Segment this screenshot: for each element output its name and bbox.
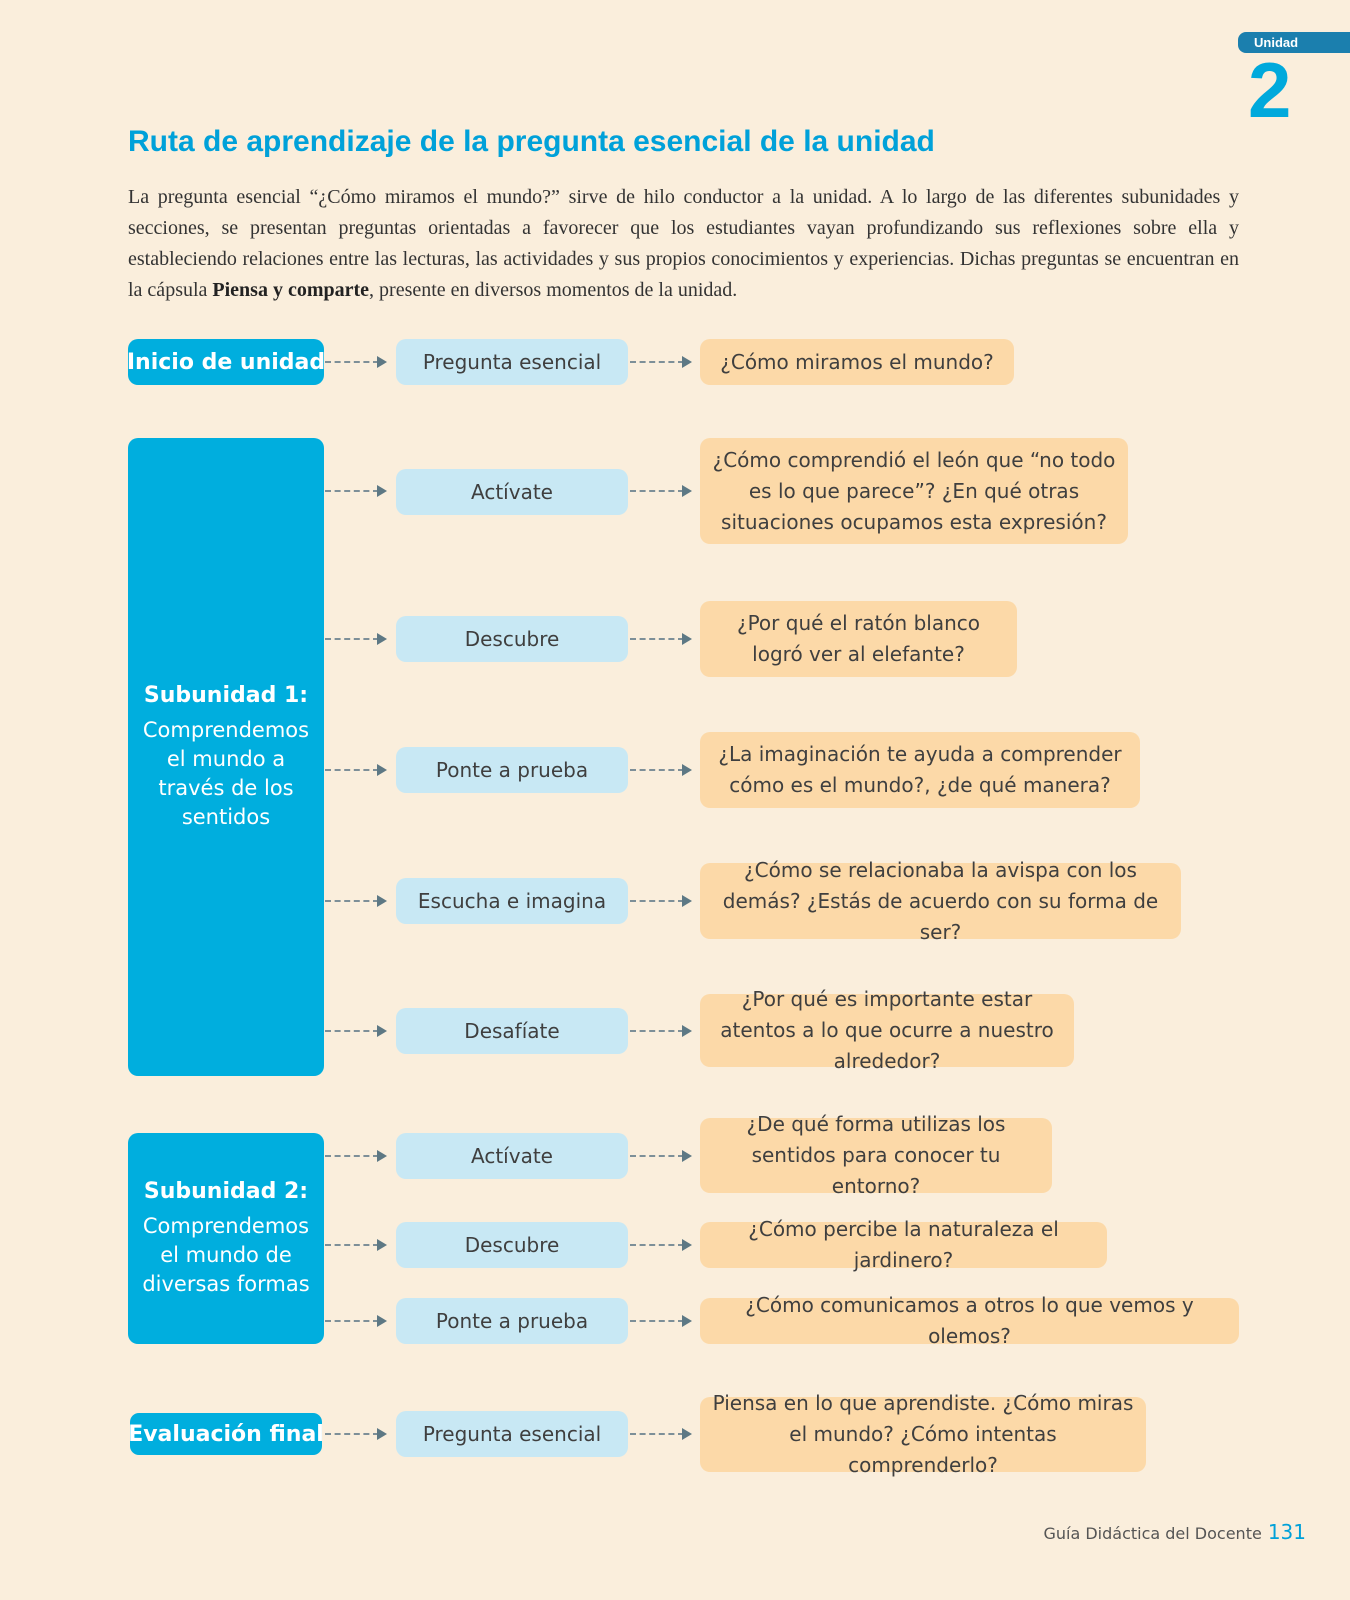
- arrow: [325, 1427, 387, 1441]
- subunidad-2-desc: Comprendemos el mundo de diversas formas: [142, 1213, 310, 1296]
- unit-number: 2: [1248, 46, 1292, 134]
- footer-text: Guía Didáctica del Docente: [1043, 1524, 1262, 1543]
- question-box: ¿Por qué el ratón blanco logró ver al elefante?: [700, 601, 1017, 677]
- arrow: [325, 894, 387, 908]
- section-box: Ponte a prueba: [396, 1298, 628, 1344]
- page-title: Ruta de aprendizaje de la pregunta esencial de la unidad: [128, 125, 935, 158]
- subunidad-1-desc: Comprendemos el mundo a través de los sentidos: [142, 717, 310, 829]
- arrow: [630, 484, 692, 498]
- subunidad-1-title: Subunidad 1:: [143, 682, 309, 708]
- question-box: ¿Cómo comunicamos a otros lo que vemos y olemos?: [700, 1298, 1239, 1344]
- subunidad-2-box: [128, 1133, 324, 1344]
- page-number: 131: [1267, 1520, 1306, 1544]
- section-box: Escucha e imagina: [396, 878, 628, 924]
- section-box: Desafíate: [396, 1008, 628, 1054]
- arrow: [325, 355, 387, 369]
- arrow: [325, 763, 387, 777]
- unit-tab: Unidad: [1238, 32, 1350, 53]
- arrow: [630, 1238, 692, 1252]
- arrow: [325, 632, 387, 646]
- section-box: Descubre: [396, 1222, 628, 1268]
- arrow: [630, 1427, 692, 1441]
- intro-bold: Piensa y comparte: [212, 279, 370, 301]
- inicio-section-box: Pregunta esencial: [396, 339, 628, 385]
- arrow: [325, 1238, 387, 1252]
- arrow: [630, 632, 692, 646]
- question-box: ¿De qué forma utilizas los sentidos para conocer tu entorno?: [700, 1118, 1052, 1193]
- final-label: Evaluación final: [128, 1421, 324, 1447]
- section-box: Actívate: [396, 469, 628, 515]
- question-box: ¿Cómo percibe la naturaleza el jardinero?: [700, 1222, 1107, 1268]
- section-box: Descubre: [396, 616, 628, 662]
- arrow: [325, 484, 387, 498]
- arrow: [630, 1024, 692, 1038]
- intro-text: La pregunta esencial “¿Cómo miramos el mundo?” sirve de hilo conductor a la unidad. A lo largo de las diferentes subunidades y secciones, se presentan preguntas orientadas a favorecer que los estudiantes vayan profundizando sus reflexiones sobre ella y estableciendo relaciones entre las lecturas, las actividades y sus propios conocimientos y experiencias. Dichas preguntas se encuentran en la cápsula: [128, 186, 1239, 301]
- arrow: [630, 1314, 692, 1328]
- question-box: ¿Por qué es importante estar atentos a lo que ocurre a nuestro alrededor?: [700, 994, 1074, 1067]
- inicio-question-box: ¿Cómo miramos el mundo?: [700, 339, 1014, 385]
- section-box: Actívate: [396, 1133, 628, 1179]
- intro-paragraph: [128, 182, 1239, 306]
- question-box: ¿La imaginación te ayuda a comprender cómo es el mundo?, ¿de qué manera?: [700, 732, 1140, 808]
- final-section-box: Pregunta esencial: [396, 1411, 628, 1457]
- arrow: [630, 1149, 692, 1163]
- arrow: [325, 1149, 387, 1163]
- arrow: [325, 1024, 387, 1038]
- arrow: [630, 355, 692, 369]
- final-question-box: Piensa en lo que aprendiste. ¿Cómo miras el mundo? ¿Cómo intentas comprenderlo?: [700, 1397, 1146, 1472]
- evaluacion-final-box: [130, 1413, 322, 1455]
- subunidad-1-box: [128, 438, 324, 1076]
- section-box: Ponte a prueba: [396, 747, 628, 793]
- arrow: [325, 1314, 387, 1328]
- subunidad-2-title: Subunidad 2:: [143, 1178, 309, 1204]
- inicio-de-unidad-box: [128, 339, 324, 385]
- question-box: ¿Cómo comprendió el león que “no todo es lo que parece”? ¿En qué otras situaciones ocupamos esta expresión?: [700, 438, 1128, 544]
- inicio-label: Inicio de unidad: [126, 349, 326, 375]
- arrow: [630, 763, 692, 777]
- footer: [1043, 1520, 1306, 1544]
- question-box: ¿Cómo se relacionaba la avispa con los demás? ¿Estás de acuerdo con su forma de ser?: [700, 863, 1181, 939]
- arrow: [630, 894, 692, 908]
- intro-text-end: , presente en diversos momentos de la unidad.: [369, 279, 738, 301]
